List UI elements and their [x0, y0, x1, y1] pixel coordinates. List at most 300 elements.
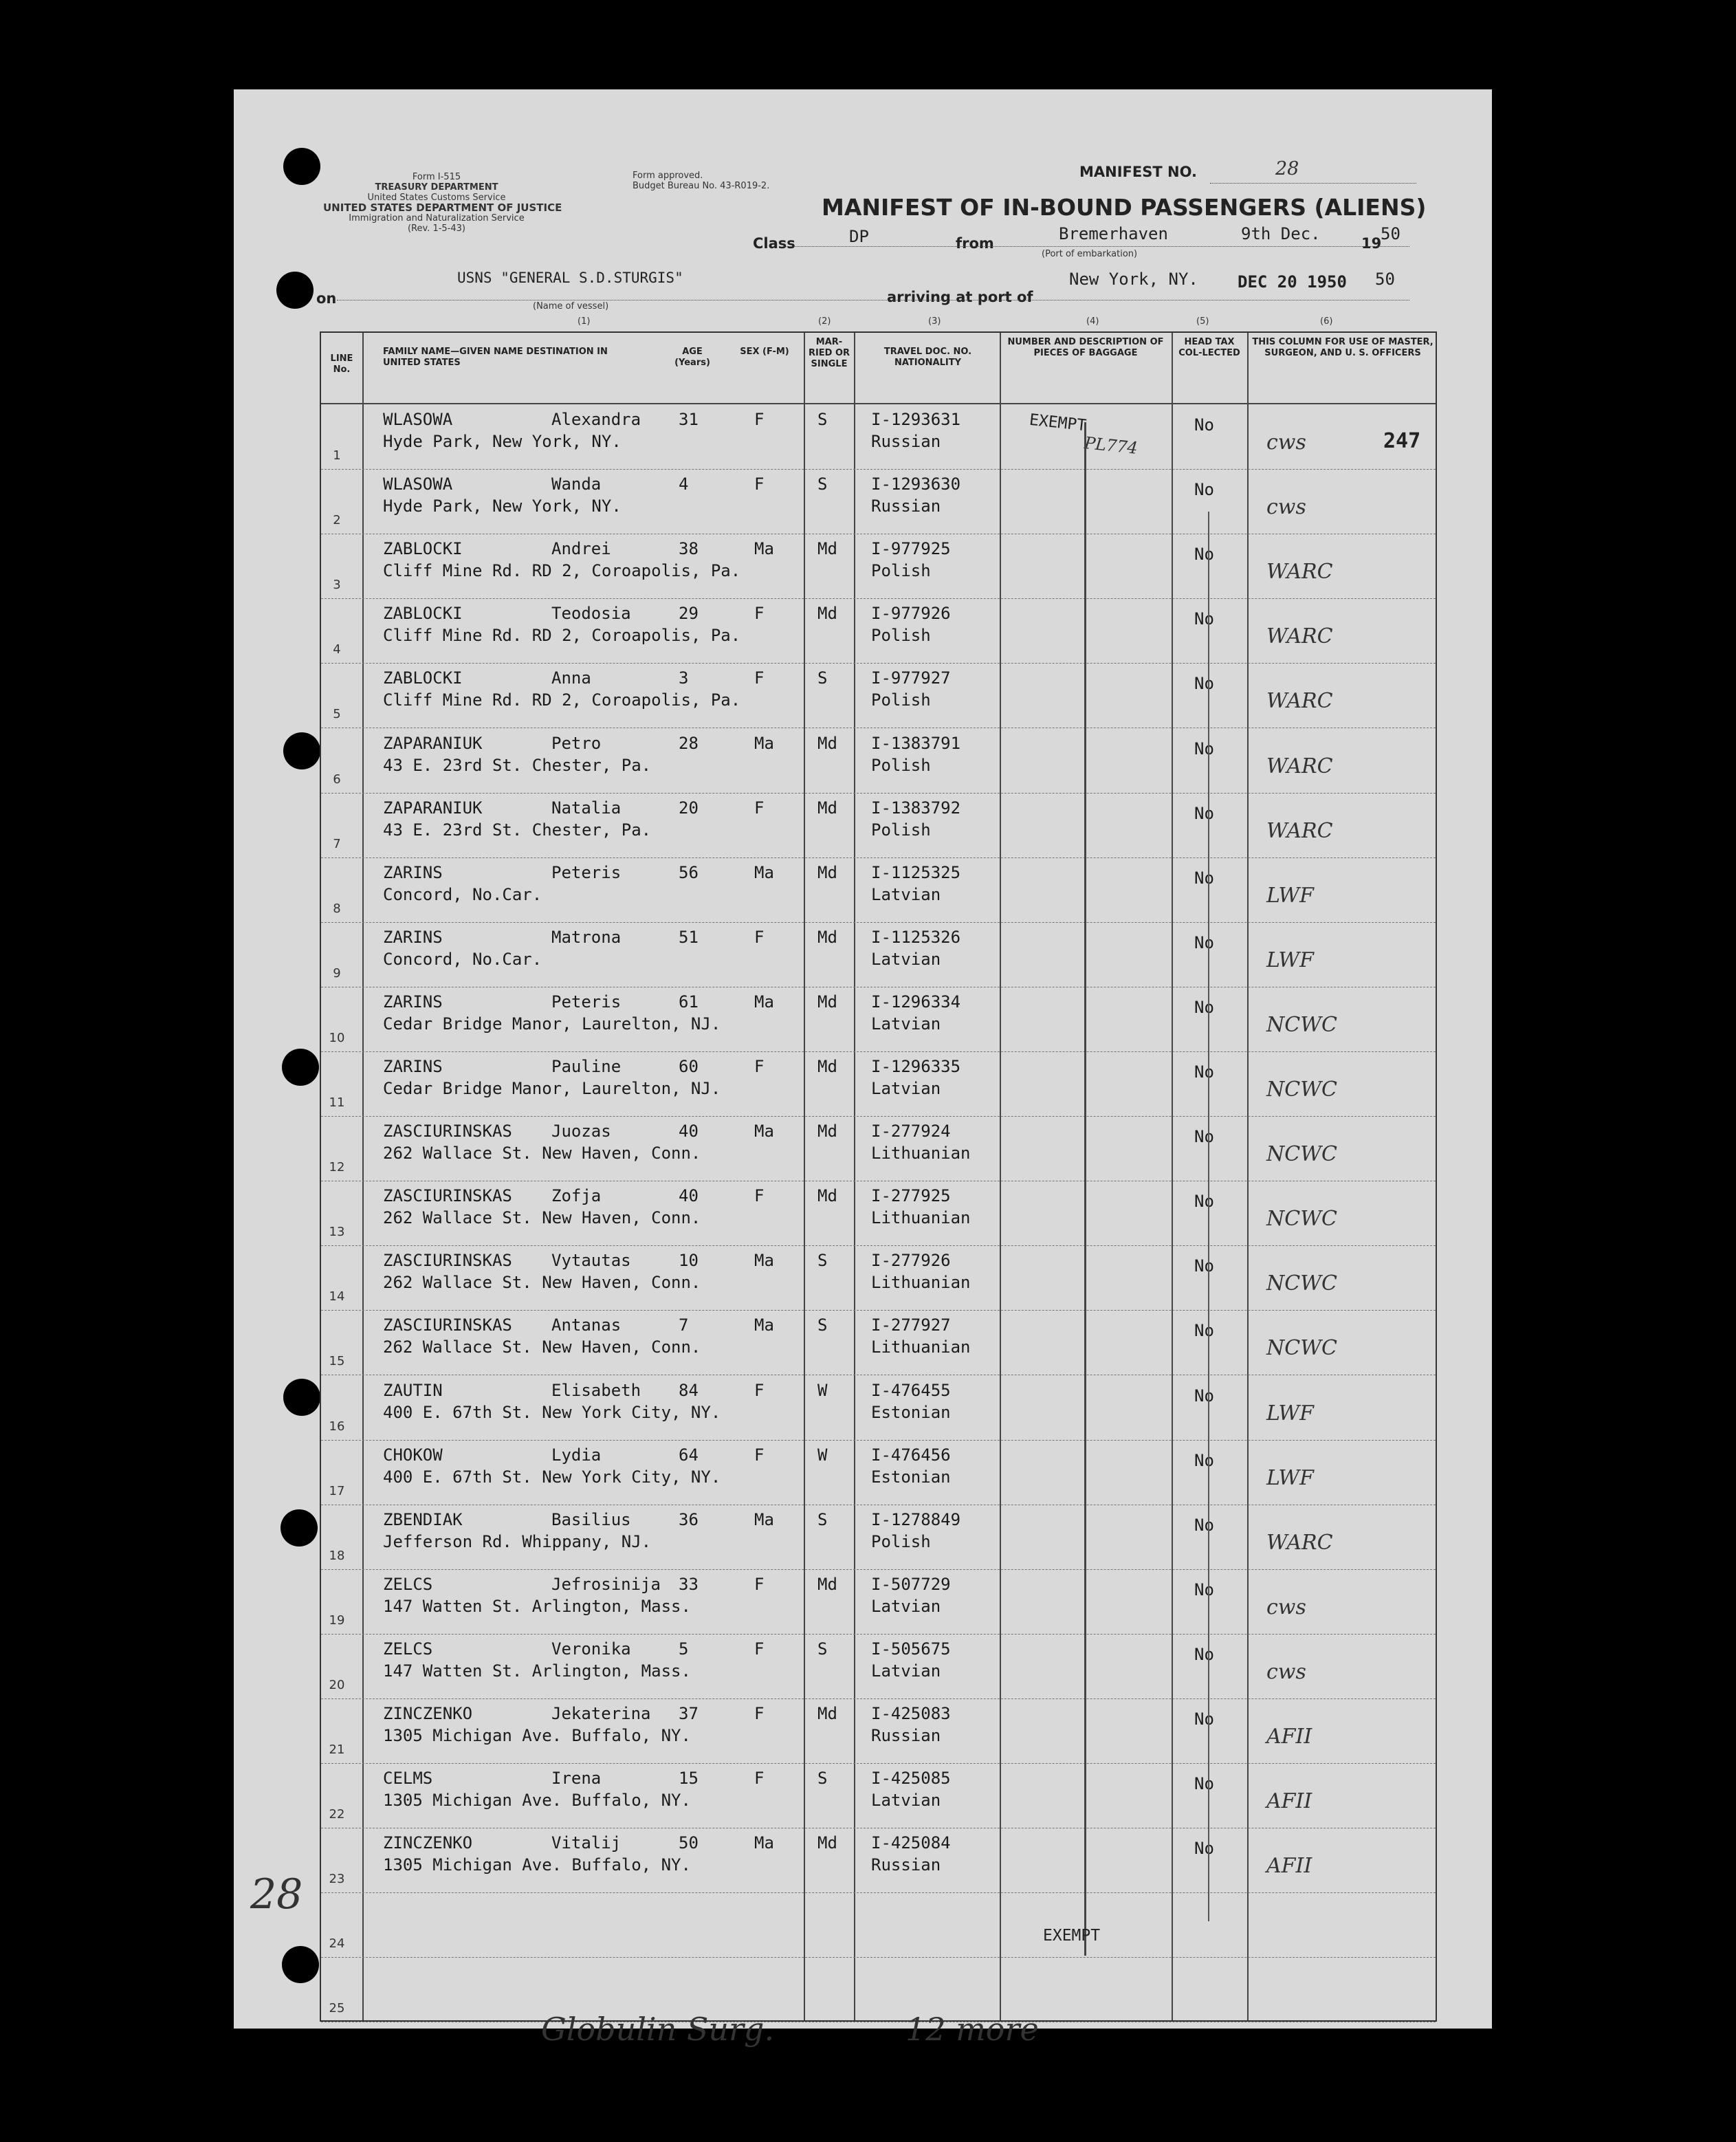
destination: 262 Wallace St. New Haven, Conn. [383, 1208, 701, 1228]
line-number: 7 [333, 836, 341, 851]
officer-note: WARC [1266, 560, 1333, 584]
sex: Ma [754, 1315, 774, 1335]
sex: F [754, 1769, 765, 1789]
sex: Ma [754, 733, 774, 753]
travel-doc-no: I-505675 [871, 1639, 951, 1659]
destination: Cliff Mine Rd. RD 2, Coroapolis, Pa. [383, 561, 741, 581]
destination: 262 Wallace St. New Haven, Conn. [383, 1144, 701, 1163]
passenger-table [320, 331, 1437, 2048]
officer-note: NCWC [1266, 1012, 1337, 1037]
nationality: Russian [871, 1855, 941, 1875]
margin-number: 247 [1383, 429, 1421, 453]
marital-status: S [817, 1639, 828, 1659]
header-travel-doc: TRAVEL DOC. NO. NATIONALITY [883, 347, 972, 368]
class-line-rule [784, 246, 1409, 247]
officer-note: WARC [1266, 1530, 1333, 1555]
sex: F [754, 1380, 765, 1400]
sex: F [754, 1186, 765, 1206]
table-row [321, 1245, 1436, 1310]
age: 4 [679, 474, 689, 494]
manifest-no-rule [1210, 183, 1416, 184]
table-row [321, 1634, 1436, 1698]
officer-note: WARC [1266, 818, 1333, 843]
travel-doc-no: I-476455 [871, 1380, 951, 1400]
nationality: Polish [871, 755, 931, 775]
col-number-2: (2) [818, 316, 831, 327]
nationality: Lithuanian [871, 1208, 971, 1228]
form-number: Form I-515 [412, 172, 461, 182]
travel-doc-no: I-277925 [871, 1186, 951, 1206]
sex: Ma [754, 539, 774, 559]
line-number: 16 [329, 1419, 345, 1434]
head-tax: No [1194, 1062, 1214, 1082]
head-tax: No [1194, 1709, 1214, 1729]
sex: Ma [754, 1251, 774, 1271]
officer-note: WARC [1266, 689, 1333, 714]
table-row [321, 857, 1436, 922]
form-department-block [323, 172, 562, 234]
nationality: Latvian [871, 1791, 941, 1811]
destination: Hyde Park, New York, NY. [383, 432, 622, 451]
marital-status: Md [817, 927, 837, 947]
family-name: ZABLOCKI [383, 539, 463, 559]
travel-doc-no: I-1383792 [871, 798, 961, 818]
given-name: Veronika [551, 1639, 631, 1659]
given-name: Peteris [551, 862, 622, 882]
family-name: ZASCIURINSKAS [383, 1122, 512, 1141]
nationality: Lithuanian [871, 1337, 971, 1357]
vessel-name-caption: (Name of vessel) [533, 301, 609, 312]
marital-status: Md [817, 862, 837, 882]
table-row [321, 1957, 1436, 2022]
marital-status: Md [817, 1833, 837, 1853]
exempt-stamp-bottom: EXEMPT [1043, 1927, 1101, 1945]
family-name: ZINCZENKO [383, 1704, 473, 1723]
table-row [321, 469, 1436, 534]
family-name: WLASOWA [383, 474, 453, 494]
header-married: MAR-RIED OR SINGLE [808, 337, 850, 369]
marital-status: S [817, 474, 828, 494]
family-name: ZASCIURINSKAS [383, 1315, 512, 1335]
justice-dept: UNITED STATES DEPARTMENT OF JUSTICE [323, 201, 562, 214]
nationality: Latvian [871, 1596, 941, 1616]
age: 38 [679, 539, 699, 559]
travel-doc-no: I-1293630 [871, 474, 961, 494]
nationality: Estonian [871, 1402, 951, 1422]
table-row [321, 663, 1436, 728]
head-tax: No [1194, 1450, 1214, 1470]
col-number-1: (1) [578, 316, 591, 327]
age: 36 [679, 1509, 699, 1529]
line-number: 25 [329, 2001, 345, 2016]
travel-doc-no: I-1125325 [871, 862, 961, 882]
family-name: ZINCZENKO [383, 1833, 473, 1853]
officer-note: WARC [1266, 624, 1333, 649]
arrival-date-stamp: DEC 20 1950 [1238, 272, 1347, 292]
sex: Ma [754, 1833, 774, 1853]
table-row [321, 1310, 1436, 1375]
officer-note: cws [1266, 1595, 1306, 1619]
age: 5 [679, 1639, 689, 1659]
line-number: 15 [329, 1354, 345, 1369]
marital-status: Md [817, 992, 837, 1012]
destination: Concord, No.Car. [383, 884, 542, 904]
table-row [321, 1763, 1436, 1828]
destination: 262 Wallace St. New Haven, Conn. [383, 1337, 701, 1357]
head-tax: No [1194, 1386, 1214, 1406]
sex: F [754, 410, 765, 429]
head-tax: No [1194, 1644, 1214, 1664]
travel-doc-no: I-507729 [871, 1574, 951, 1594]
family-name: ZARINS [383, 862, 443, 882]
officer-note: cws [1266, 430, 1306, 455]
given-name: Basilius [551, 1509, 631, 1529]
head-tax: No [1194, 1321, 1214, 1341]
sex: F [754, 1639, 765, 1659]
head-tax: No [1194, 415, 1214, 435]
header-baggage: NUMBER AND DESCRIPTION OF PIECES OF BAGGAGE [1007, 337, 1164, 358]
head-tax: No [1194, 480, 1214, 500]
line-number: 20 [329, 1677, 345, 1692]
header-age: AGE (Years) [674, 347, 710, 368]
officer-note: NCWC [1266, 1207, 1337, 1232]
destination: 1305 Michigan Ave. Buffalo, NY. [383, 1791, 691, 1811]
family-name: ZARINS [383, 927, 443, 947]
budget-bureau: Budget Bureau No. 43-R019-2. [633, 181, 770, 191]
header-officers: THIS COLUMN FOR USE OF MASTER, SURGEON, AND U. S. OFFICERS [1252, 337, 1433, 358]
line-number: 18 [329, 1548, 345, 1563]
officer-note: WARC [1266, 754, 1333, 778]
nationality: Lithuanian [871, 1144, 971, 1163]
destination: 400 E. 67th St. New York City, NY. [383, 1402, 721, 1422]
officer-note: NCWC [1266, 1271, 1337, 1296]
head-tax: No [1194, 932, 1214, 952]
age: 61 [679, 992, 699, 1012]
class-label: Class [753, 235, 795, 252]
destination: Hyde Park, New York, NY. [383, 496, 622, 516]
nationality: Latvian [871, 1014, 941, 1034]
head-tax: No [1194, 868, 1214, 888]
head-tax: No [1194, 739, 1214, 758]
on-label: on [316, 290, 337, 307]
family-name: ZAPARANIUK [383, 733, 483, 753]
age: 64 [679, 1445, 699, 1465]
line-number: 22 [329, 1807, 345, 1822]
head-tax: No [1194, 674, 1214, 694]
departure-year: 50 [1381, 224, 1400, 243]
line-number: 17 [329, 1483, 345, 1498]
family-name: ZAUTIN [383, 1380, 443, 1400]
sex: F [754, 474, 765, 494]
from-port: Bremerhaven [1059, 224, 1168, 243]
arriving-label: arriving at port of [887, 289, 1033, 305]
nationality: Russian [871, 496, 941, 516]
marital-status: Md [817, 604, 837, 624]
age: 51 [679, 927, 699, 947]
sex: F [754, 668, 765, 688]
line-number: 19 [329, 1613, 345, 1628]
officer-note: NCWC [1266, 1142, 1337, 1167]
travel-doc-no: I-277924 [871, 1122, 951, 1141]
nationality: Polish [871, 690, 931, 710]
family-name: ZELCS [383, 1574, 433, 1594]
exempt-stamp-top: EXEMPT [1028, 411, 1088, 435]
table-row [321, 1116, 1436, 1181]
nationality: Latvian [871, 1079, 941, 1098]
manifest-number: 28 [1275, 158, 1299, 179]
table-row [321, 1569, 1436, 1634]
destination: Cedar Bridge Manor, Laurelton, NJ. [383, 1014, 721, 1034]
travel-doc-no: I-425083 [871, 1704, 951, 1723]
head-tax: No [1194, 609, 1214, 629]
table-row [321, 793, 1436, 857]
travel-doc-no: I-1125326 [871, 927, 961, 947]
nationality: Polish [871, 626, 931, 646]
table-row [321, 922, 1436, 987]
officer-note: NCWC [1266, 1336, 1337, 1361]
sex: F [754, 798, 765, 818]
destination: Cliff Mine Rd. RD 2, Coroapolis, Pa. [383, 690, 741, 710]
officer-note: LWF [1266, 1401, 1314, 1425]
sex: F [754, 604, 765, 624]
officer-note: cws [1266, 495, 1306, 520]
officer-note: AFII [1266, 1725, 1312, 1749]
travel-doc-no: I-977926 [871, 604, 951, 624]
age: 15 [679, 1769, 699, 1789]
head-tax: No [1194, 1256, 1214, 1276]
head-tax: No [1194, 1515, 1214, 1535]
marital-status: Md [817, 539, 837, 559]
form-approved: Form approved. [633, 171, 703, 181]
officer-note: LWF [1266, 883, 1314, 908]
marital-status: Md [817, 1574, 837, 1594]
form-approval [633, 171, 769, 191]
given-name: Petro [551, 733, 602, 753]
head-tax: No [1194, 803, 1214, 823]
manifest-sheet [234, 89, 1492, 2048]
sex: Ma [754, 1509, 774, 1529]
punch-hole [281, 1509, 318, 1547]
given-name: Peteris [551, 992, 622, 1012]
given-name: Jekaterina [551, 1704, 651, 1723]
destination: Concord, No.Car. [383, 949, 542, 969]
nationality: Russian [871, 1726, 941, 1745]
line-number: 6 [333, 772, 341, 787]
destination: 147 Watten St. Arlington, Mass. [383, 1596, 691, 1616]
col-number-3: (3) [928, 316, 941, 327]
officer-note: cws [1266, 1659, 1306, 1684]
line-number: 3 [333, 578, 341, 593]
travel-doc-no: I-425084 [871, 1833, 951, 1853]
table-row [321, 1828, 1436, 1892]
line-number: 9 [333, 965, 341, 981]
nationality: Lithuanian [871, 1273, 971, 1293]
given-name: Wanda [551, 474, 602, 494]
age: 50 [679, 1833, 699, 1853]
age: 40 [679, 1186, 699, 1206]
header-name: FAMILY NAME—GIVEN NAME DESTINATION IN UNITED STATES [383, 347, 608, 368]
baggage-code: PL774 [1083, 433, 1139, 458]
departure-date: 9th Dec. [1241, 224, 1321, 243]
line-number: 1 [333, 448, 341, 463]
family-name: ZARINS [383, 992, 443, 1012]
ditto-line [1084, 422, 1086, 1956]
officer-note: LWF [1266, 1465, 1314, 1490]
given-name: Vitalij [551, 1833, 622, 1853]
given-name: Elisabeth [551, 1380, 641, 1400]
nationality: Latvian [871, 884, 941, 904]
line-number: 14 [329, 1289, 345, 1304]
sex: Ma [754, 992, 774, 1012]
year-prefix: 19 [1361, 235, 1382, 252]
age: 20 [679, 798, 699, 818]
marital-status: Md [817, 733, 837, 753]
tax-ditto-line [1208, 512, 1209, 1921]
age: 3 [679, 668, 689, 688]
given-name: Lydia [551, 1445, 602, 1465]
destination: 262 Wallace St. New Haven, Conn. [383, 1273, 701, 1293]
punch-hole [283, 1379, 320, 1416]
line-number: 5 [333, 707, 341, 722]
class-value: DP [849, 227, 869, 246]
line-number: 10 [329, 1030, 345, 1045]
destination: 400 E. 67th St. New York City, NY. [383, 1467, 721, 1487]
header-line-no: LINE No. [330, 353, 353, 375]
travel-doc-no: I-1293631 [871, 410, 961, 429]
given-name: Natalia [551, 798, 622, 818]
marital-status: S [817, 1251, 828, 1271]
table-row [321, 1051, 1436, 1116]
sex: Ma [754, 862, 774, 882]
manifest-no-label: MANIFEST NO. [1079, 164, 1197, 180]
given-name: Matrona [551, 927, 622, 947]
destination: Cliff Mine Rd. RD 2, Coroapolis, Pa. [383, 626, 741, 646]
form-revision: (Rev. 1-5-43) [407, 223, 465, 234]
table-row [321, 728, 1436, 793]
line-number: 21 [329, 1742, 345, 1758]
nationality: Russian [871, 432, 941, 451]
table-row [321, 598, 1436, 663]
age: 29 [679, 604, 699, 624]
age: 56 [679, 862, 699, 882]
given-name: Zofja [551, 1186, 602, 1206]
destination: Cedar Bridge Manor, Laurelton, NJ. [383, 1079, 721, 1098]
arrival-port: New York, NY. [1069, 270, 1198, 289]
arrival-year: 50 [1375, 270, 1395, 289]
travel-doc-no: I-277927 [871, 1315, 951, 1335]
officer-note: AFII [1266, 1789, 1312, 1814]
officer-note: LWF [1266, 948, 1314, 972]
travel-doc-no: I-977925 [871, 539, 951, 559]
table-row [321, 1698, 1436, 1763]
line-number: 13 [329, 1225, 345, 1240]
travel-doc-no: I-977927 [871, 668, 951, 688]
sex: Ma [754, 1122, 774, 1141]
travel-doc-no: I-1383791 [871, 733, 961, 753]
head-tax: No [1194, 545, 1214, 565]
given-name: Vytautas [551, 1251, 631, 1271]
col-number-6: (6) [1320, 316, 1333, 327]
sex: F [754, 1057, 765, 1076]
line-number: 11 [329, 1095, 345, 1111]
officer-note: AFII [1266, 1854, 1312, 1879]
destination: 43 E. 23rd St. Chester, Pa. [383, 820, 652, 840]
head-tax: No [1194, 1192, 1214, 1212]
travel-doc-no: I-476456 [871, 1445, 951, 1465]
nationality: Latvian [871, 1661, 941, 1681]
table-row [321, 1181, 1436, 1245]
table-row [321, 987, 1436, 1051]
marital-status: S [817, 1315, 828, 1335]
sex: F [754, 1574, 765, 1594]
marital-status: Md [817, 1704, 837, 1723]
family-name: ZASCIURINSKAS [383, 1251, 512, 1271]
port-embarkation-caption: (Port of embarkation) [1042, 249, 1138, 259]
given-name: Juozas [551, 1122, 611, 1141]
age: 60 [679, 1057, 699, 1076]
given-name: Anna [551, 668, 591, 688]
table-row [321, 534, 1436, 598]
table-body [321, 404, 1436, 2020]
age: 31 [679, 410, 699, 429]
from-label: from [956, 235, 994, 252]
line-number: 12 [329, 1160, 345, 1175]
line-number: 24 [329, 1936, 345, 1952]
family-name: ZELCS [383, 1639, 433, 1659]
nationality: Estonian [871, 1467, 951, 1487]
punch-hole [282, 1946, 319, 1983]
family-name: ZABLOCKI [383, 668, 463, 688]
destination: Jefferson Rd. Whippany, NJ. [383, 1531, 652, 1551]
sex: F [754, 1704, 765, 1723]
family-name: ZBENDIAK [383, 1509, 463, 1529]
marital-status: Md [817, 1122, 837, 1141]
marital-status: S [817, 1769, 828, 1789]
line-number: 4 [333, 642, 341, 657]
twelve-more-note: 12 more [905, 2011, 1039, 2048]
family-name: ZASCIURINSKAS [383, 1186, 512, 1206]
header-head-tax: HEAD TAX COL-LECTED [1178, 337, 1240, 358]
head-tax: No [1194, 1580, 1214, 1599]
travel-doc-no: I-277926 [871, 1251, 951, 1271]
treasury-dept: TREASURY DEPARTMENT [375, 182, 498, 193]
officer-note: NCWC [1266, 1078, 1337, 1102]
marital-status: S [817, 1509, 828, 1529]
manifest-title: MANIFEST OF IN-BOUND PASSENGERS (ALIENS) [822, 194, 1427, 221]
line-number: 2 [333, 513, 341, 528]
marital-status: W [817, 1380, 828, 1400]
given-name: Alexandra [551, 410, 641, 429]
destination: 1305 Michigan Ave. Buffalo, NY. [383, 1726, 691, 1745]
line-number: 23 [329, 1872, 345, 1887]
given-name: Antanas [551, 1315, 622, 1335]
family-name: ZABLOCKI [383, 604, 463, 624]
col-number-4: (4) [1086, 316, 1099, 327]
head-tax: No [1194, 1774, 1214, 1794]
table-row [321, 1375, 1436, 1440]
age: 28 [679, 733, 699, 753]
surgeon-signature: Globulin Surg. [541, 2011, 775, 2048]
nationality: Polish [871, 820, 931, 840]
marital-status: Md [817, 1057, 837, 1076]
given-name: Pauline [551, 1057, 622, 1076]
table-row [321, 1505, 1436, 1569]
table-row [321, 1892, 1436, 1957]
family-name: ZARINS [383, 1057, 443, 1076]
travel-doc-no: I-1296334 [871, 992, 961, 1012]
head-tax: No [1194, 1127, 1214, 1147]
nationality: Latvian [871, 949, 941, 969]
